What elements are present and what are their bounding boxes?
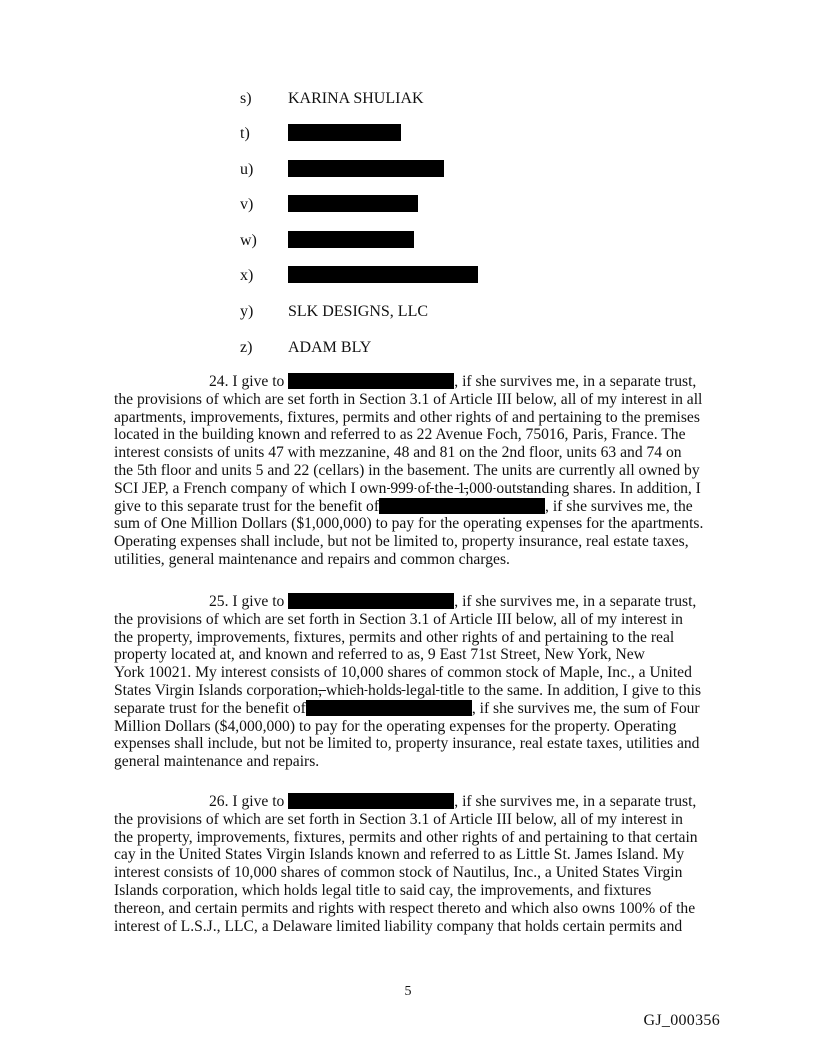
text-line: interest consists of units 47 with mezzanine, 48 and 81 on the 2nd floor, units 63 and 74 on [114, 444, 682, 462]
text-line: interest of L.S.J., LLC, a Delaware limited liability company that holds certain permits and [114, 917, 683, 935]
text-segment: , if she survives me, in a separate trust, [454, 373, 697, 390]
text-line: the provisions of which are set forth in Section 3.1 of Article III below, all of my interest in [114, 610, 683, 628]
redaction-box [288, 231, 414, 248]
text-line: thereon, and certain permits and rights with respect thereto and which also owns 100% of the [114, 899, 696, 917]
paragraph-25 [114, 593, 720, 771]
text-line: utilities, general maintenance and repairs and common charges. [114, 550, 510, 568]
text-line [114, 373, 720, 391]
text-segment: , if she survives me, in a separate trust, [454, 793, 697, 810]
text-line: expenses shall include, but not be limited to, property insurance, real estate taxes, utilities and [114, 735, 700, 753]
list-item [240, 338, 371, 358]
redaction-box [288, 266, 478, 283]
list-item [240, 89, 424, 109]
text-line: Operating expenses shall include, but not be limited to, property insurance, real estate taxes, [114, 533, 689, 551]
list-letter: u) [240, 161, 254, 178]
text-segment: 25. I give to [209, 593, 285, 610]
text-line: interest consists of 10,000 shares of common stock of Nautilus, Inc., a United States Virgin [114, 864, 683, 882]
text-line [114, 480, 720, 498]
text-line: Islands corporation, which holds legal title to said cay, the improvements, and fixtures [114, 881, 652, 899]
text-line: the provisions of which are set forth in Section 3.1 of Article III below, all of my interest in [114, 810, 683, 828]
page-number: 5 [404, 984, 412, 999]
redaction-box [288, 373, 454, 389]
paragraph-24 [114, 373, 720, 569]
text-line [114, 700, 720, 718]
redaction-box [288, 160, 444, 177]
redaction-box [288, 195, 418, 212]
list-item [240, 266, 478, 286]
redaction-box [288, 593, 454, 609]
text-segment: , which holds legal title [318, 681, 465, 699]
text-segment: ding shares. In addition, I [541, 479, 701, 497]
text-line: the property, improvements, fixtures, permits and other rights of and pertaining to the real [114, 628, 675, 646]
list-letter: w) [240, 232, 257, 249]
list-value: KARINA SHULIAK [288, 90, 424, 107]
redaction-box [306, 700, 472, 716]
redaction-box [288, 124, 401, 141]
text-line [114, 682, 720, 700]
redaction-box [379, 498, 545, 514]
redaction-box [288, 793, 454, 809]
text-line: York 10021. My interest consists of 10,000 shares of common stock of Maple, Inc., a United [114, 664, 692, 682]
text-line: sum of One Million Dollars ($1,000,000) to pay for the operating expenses for the apartments. [114, 515, 704, 533]
text-line [114, 793, 720, 811]
text-line: the provisions of which are set forth in Section 3.1 of Article III below, all of my interest in all [114, 390, 703, 408]
text-line: general maintenance and repairs. [114, 753, 320, 771]
text-line: cay in the United States Virgin Islands known and referred to as Little St. James Island. My [114, 846, 685, 864]
list-item [240, 160, 444, 180]
text-segment: 26. I give to [209, 793, 285, 810]
text-segment: SCI JEP, a French company of which I ow [114, 479, 379, 497]
text-segment: , if she survives me, in a separate trust, [454, 593, 697, 610]
list-letter: t) [240, 125, 250, 142]
paragraph-26 [114, 793, 720, 935]
list-item [240, 124, 401, 144]
text-segment: States Virgin Islands corporation [114, 681, 319, 699]
list-item [240, 231, 414, 251]
list-letter: x) [240, 267, 254, 284]
text-segment: , if she survives me, the [545, 497, 693, 515]
text-segment: n 999 of the 1,000 outstan [378, 479, 542, 497]
text-line: the property, improvements, fixtures, permits and other rights of and pertaining to that certain [114, 828, 698, 846]
text-segment: separate trust for the benefit of [114, 699, 306, 717]
list-value: SLK DESIGNS, LLC [288, 303, 429, 320]
list-value: ADAM BLY [288, 339, 372, 356]
text-line: property located at, and known and referred to as, 9 East 71st Street, New York, New [114, 646, 645, 664]
text-segment: 24. I give to [209, 373, 285, 390]
text-segment: to the same. In addition, I give to this [464, 681, 702, 699]
list-letter: v) [240, 196, 254, 213]
text-line: the 5th floor and units 5 and 22 (cellars) in the basement. The units are currently all owned by [114, 461, 700, 479]
bates-number: GJ_000356 [643, 1012, 720, 1029]
text-line [114, 498, 720, 516]
text-segment: give to this separate trust for the benefit of [114, 497, 380, 515]
text-line [114, 593, 720, 611]
text-line: located in the building known and referred to as 22 Avenue Foch, 75016, Paris, France. The [114, 426, 686, 444]
list-letter: s) [240, 90, 252, 107]
list-item [240, 195, 418, 215]
list-letter: z) [240, 339, 253, 356]
text-segment: , if she survives me, the sum of Four [471, 699, 700, 717]
list-item [240, 302, 428, 322]
text-line: apartments, improvements, fixtures, permits and other rights of and pertaining to the premises [114, 408, 700, 426]
list-letter: y) [240, 303, 254, 320]
text-line: Million Dollars ($4,000,000) to pay for the operating expenses for the property. Operating [114, 717, 677, 735]
